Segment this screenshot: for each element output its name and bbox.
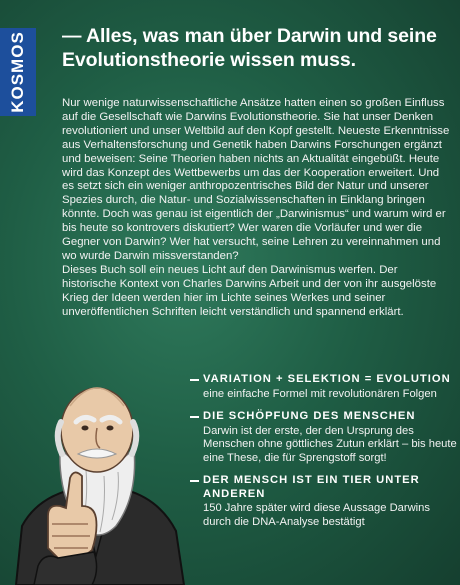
feature-title: DER MENSCH IST EIN TIER UNTER ANDEREN	[203, 474, 420, 500]
feature-list	[190, 373, 458, 538]
feature-description: eine einfache Formel mit revolutionären Folgen	[203, 387, 437, 400]
darwin-portrait-illustration	[8, 356, 186, 585]
intro-paragraph: Nur wenige naturwissenschaftliche Ansätze hatten einen so großen Einfluss auf die Gesellschaft wie Darwins Evolutionstheorie. Sie hat unser Denken revolutioniert und unser Weltbild auf den Kopf gestellt. Neueste Erkenntnisse aus Verhaltensforschung und Genetik haben Darwins Forschungen ergänzt und beweisen: Seine Theorien haben nichts an Aktualität eingebüßt. Heute wird das Konzept des Wettbewerbs um das der Kooperation erweitert. Und es setzt sich ein weniger anthropozentrisches Bild der Natur und unserer Spezies durch, die Natur- und Sozialwissenschaften in Einklang bringen könnte. Doch was genau ist eigentlich der „Darwinismus“ und warum wird er bis heute so kontrovers diskutiert? Wer waren die Vorläufer und wer die Gegner von Darwin? Wer hat versucht, seine Lehren zu vereinnahmen und wo wurde Darwin missverstanden?	[62, 97, 450, 262]
feature-dash-icon	[190, 416, 199, 418]
feature-item	[190, 410, 458, 465]
feature-dash-icon	[190, 379, 199, 381]
publisher-logo-strip	[0, 28, 36, 116]
publisher-logo: KOSMOS	[8, 31, 27, 113]
feature-description: 150 Jahre später wird diese Aussage Darwins durch die DNA-Analyse bestätigt	[203, 502, 430, 528]
feature-title: DIE SCHÖPFUNG DES MENSCHEN	[203, 410, 416, 422]
intro-paragraph: Dieses Buch soll ein neues Licht auf den Darwinismus werfen. Der historische Kontext von Charles Darwins Arbeit und der von ihr ausgelöste Krieg der Ideen werden hier im Lichte seines Werkes und seiner unveröffentlichen Schriften leicht verständlich und spannend erklärt.	[62, 263, 437, 318]
feature-title: VARIATION + SELEKTION = EVOLUTION	[203, 373, 451, 385]
headline: — Alles, was man über Darwin und seine Evolutionstheorie wissen muss.	[62, 25, 437, 71]
feature-item	[190, 474, 458, 529]
feature-description: Darwin ist der erste, der den Ursprung des Menschen ohne göttliches Zutun erklärt – bis heute eine These, die für Sprengstoff sorgt!	[203, 424, 457, 464]
intro-text	[62, 97, 452, 320]
feature-dash-icon	[190, 480, 199, 482]
feature-item	[190, 373, 458, 401]
